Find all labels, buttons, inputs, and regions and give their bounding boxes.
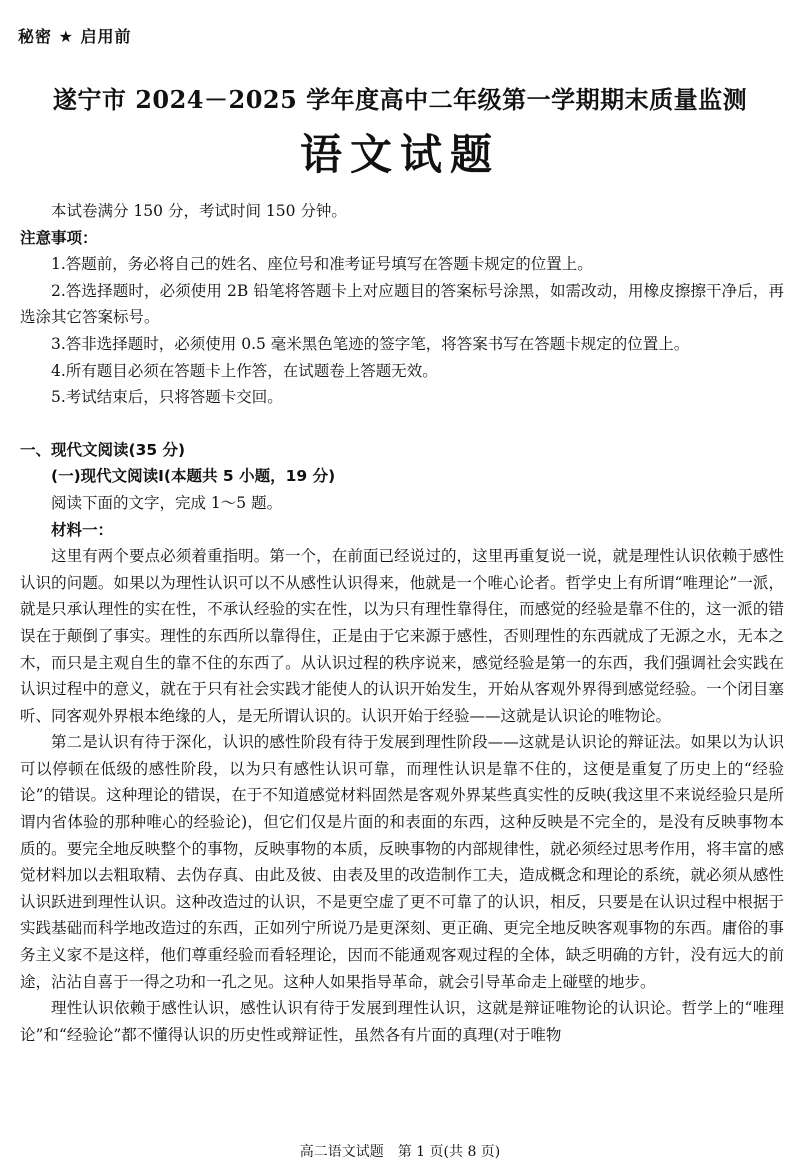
page-footer: 高二语文试题 第 1 页(共 8 页) [299,1144,501,1160]
notice-item: 1.答题前，务必将自己的姓名、座位号和准考证号填写在答题卡规定的位置上。 [51,255,593,274]
material-paragraph: 这里有两个要点必须着重指明。第一个，在前面已经说过的，这里再重复说一说，就是理性认识依赖于感性认识的问题。如果以为理性认识可以不从感性认识得来，他就是一个唯心论者。哲学史上有所谓“唯理论”一派，就是只承认理性的实在性，不承认经验的实在性，以为只有理性靠得住，而感觉的经验是靠不住的，这一派的错误在于颠倒了事实。理性的东西所以靠得住，正是由于它来源于感性，否则理性的东西就成了无源之水，无本之木，而只是主观自生的靠不住的东西了。从认识过程的秩序说来，感觉经验是第一的东西，我们强调社会实践在认识过程中的意义，就在于只有社会实践才能使人的认识开始发生，开始从客观外界得到感觉经验。一个闭目塞听、同客观外界根本绝缘的人，是无所谓认识的。认识开始于经验——这就是认识论的唯物论。 [20,547,784,725]
exam-title: 遂宁市 2024－2025 学年度高中二年级第一学期期末质量监测 [52,85,748,114]
notice-item: 4.所有题目必须在答题卡上作答，在试题卷上答题无效。 [51,361,438,380]
material-label: 材料一： [51,520,114,539]
page-body [20,198,784,1048]
notice-item: 2.答选择题时，必须使用 2B 铅笔将答题卡上对应题目的答案标号涂黑，如需改动，用橡皮擦擦干净后，再选涂其它答案标号。 [20,281,784,327]
notice-item: 3.答非选择题时，必须使用 0.5 毫米黑色笔迹的签字笔，将答案书写在答题卡规定的位置上。 [51,334,690,353]
material-paragraph: 理性认识依赖于感性认识，感性认识有待于发展到理性认识，这就是辩证唯物论的认识论。哲学上的“唯理论”和“经验论”都不懂得认识的历史性或辩证性，虽然各有片面的真理(对于唯物 [20,999,784,1044]
subsection-title: (一)现代文阅读Ⅰ(本题共 5 小题，19 分) [51,467,336,486]
section-title: 一、现代文阅读(35 分) [20,440,186,459]
intro-text: 本试卷满分 150 分，考试时间 150 分钟。 [51,202,347,220]
reading-instruction: 阅读下面的文字，完成 1～5 题。 [51,493,283,512]
notice-item: 5.考试结束后，只将答题卡交回。 [51,388,283,407]
notice-title: 注意事项： [20,228,98,247]
material-paragraph: 第二是认识有待于深化，认识的感性阶段有待于发展到理性阶段——这就是认识论的辩证法。如果以为认识可以停顿在低级的感性阶段，以为只有感性认识可靠，而理性认识是靠不住的，这便是重复了历史上的“经验论”的错误。这种理论的错误，在于不知道感觉材料固然是客观外界某些真实性的反映(我这里不来说经验只是所谓内省体验的那种唯心的经验论)，但它们仅是片面的和表面的东西，这种反映是不完全的，是没有反映事物本质的。要完全地反映整个的事物，反映事物的本质，反映事物的内部规律性，就必须经过思考作用，将丰富的感觉材料加以去粗取精、去伪存真、由此及彼、由表及里的改造制作工夫，造成概念和理论的系统，就必须从感性认识跃进到理性认识。这种改造过的认识，不是更空虚了更不可靠了的认识，相反，只要是在认识过程中根据于实践基础而科学地改造过的东西，正如列宁所说乃是更深刻、更正确、更完全地反映客观事物的东西。庸俗的事务主义家不是这样，他们尊重经验而看轻理论，因而不能通观客观过程的全体，缺乏明确的方针，没有远大的前途，沾沾自喜于一得之功和一孔之见。这种人如果指导革命，就会引导革命走上碰壁的地步。 [20,733,784,991]
secret-label: 秘密 ★ 启用前 [18,27,132,46]
spacer [20,411,784,437]
subject-title: 语文试题 [299,130,500,179]
